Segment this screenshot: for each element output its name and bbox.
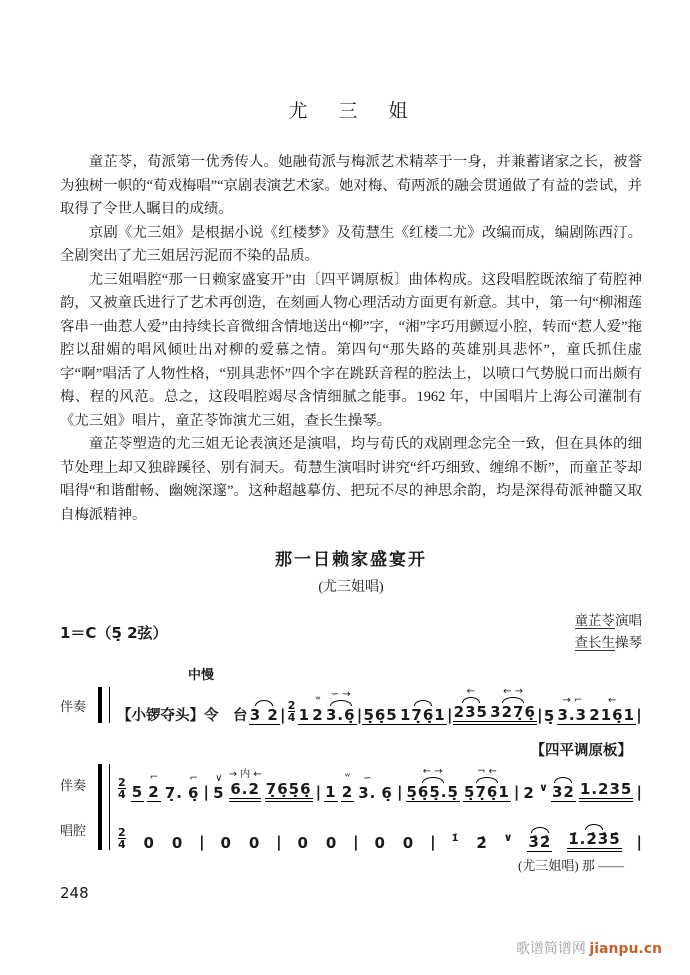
paragraph-1: 童芷苓，荀派第一优秀传人。她融荀派与梅派艺术精萃于一身，并兼蓄诸家之长，被誉为独树一帜的“荀戏梅唱”“京剧表演艺术家。她对梅、荀两派的融会贯通做了有益的尝试，并取得了令世人瞩目的成绩。 xyxy=(60,154,642,217)
page-title: 尤 三 姐 xyxy=(288,101,414,122)
lyric-line xyxy=(518,855,642,874)
music-note: ∨ 5 xyxy=(213,773,225,802)
part-label-vocal: 唱腔 xyxy=(60,823,87,838)
music-bar: | xyxy=(356,706,363,724)
music-note: 6̣ xyxy=(381,784,393,802)
music-note: → ⌐ 3.3 xyxy=(557,695,588,724)
music-bar: | xyxy=(315,783,322,801)
singer-role: 演唱 xyxy=(615,613,642,628)
music-note: ¬ ← 5̣7̣6̣1 xyxy=(464,766,510,801)
music-line-accompaniment-1 xyxy=(116,685,642,725)
music-note: 2̇ xyxy=(476,834,488,852)
music-bar: | xyxy=(276,833,282,851)
music-score xyxy=(60,664,642,874)
paragraph-4: 童芷苓塑造的尤三姐无论表演还是演唱，均与荀氏的戏剧理念完全一致，但在具体的细节处理上却又独辟蹊径、别有洞天。荀慧生演唱时讲究“纤巧细致、缠绵不断”，而童芷苓却唱得“和谐酣畅、幽婉深邃”。这种超越摹仿、把玩不尽的神思余韵，均是深得荀派神髓又取自梅派精神。 xyxy=(60,436,642,523)
player-name: 查长生 xyxy=(574,635,615,650)
music-bar: | xyxy=(636,783,642,801)
music-note: 0 xyxy=(171,834,184,852)
part-label-column xyxy=(60,762,96,852)
song-meta-row xyxy=(60,610,642,654)
system-barline xyxy=(98,764,110,850)
music-note: ∽ → 3.6̣ xyxy=(325,689,356,724)
music-breath: ∨ xyxy=(503,831,513,844)
music-note: ʷ 2 xyxy=(341,772,354,801)
music-note: 3 2 xyxy=(249,693,280,725)
music-bar: | xyxy=(537,706,543,724)
credits xyxy=(575,610,643,654)
music-bar: | xyxy=(636,706,642,724)
music-line-accompaniment-2 xyxy=(116,762,642,802)
music-time: $\frac{2}{4}$ xyxy=(287,699,296,724)
music-bar: | xyxy=(203,783,209,801)
credit-singer xyxy=(575,610,643,632)
music-grace: 1̇ xyxy=(451,833,460,844)
music-note: 5̣ xyxy=(543,707,556,725)
music-note: 17̣6̣1 xyxy=(399,693,447,725)
music-note: ← → 5̣6̣5̣.5̣ xyxy=(406,766,459,801)
tempo-marking: 中慢 xyxy=(188,667,215,682)
watermark xyxy=(516,938,662,958)
music-note: ⌐ 6̣ xyxy=(187,773,200,802)
music-note: 0 xyxy=(374,834,386,852)
music-text: 【小锣夺头】令 台 xyxy=(117,708,248,724)
song-title: 那一日赖家盛宴开 xyxy=(275,550,427,569)
music-bar: | xyxy=(280,706,286,724)
music-note: 1.235 xyxy=(579,767,633,802)
music-note: ∽ 3. xyxy=(358,773,377,802)
player-role: 操琴 xyxy=(615,635,642,650)
music-breath: ∨ xyxy=(538,781,548,794)
score-system-intro xyxy=(60,685,642,725)
music-note: 0 xyxy=(220,834,232,852)
banqiang-banner: 【四平调原板】 xyxy=(530,743,632,759)
music-note: → 内 ← 6.2 xyxy=(229,767,262,802)
credit-player xyxy=(575,632,643,654)
music-note: 7̣6̣5̣6̣ xyxy=(265,767,313,802)
key-signature: 1＝C（5̣ 2弦） xyxy=(60,623,168,642)
lyric-text: 那 —— xyxy=(581,858,625,873)
music-note: 5̣6̣5 xyxy=(363,706,398,724)
music-note: 1̇.2̇3̇5̇ xyxy=(567,817,621,852)
music-note: ← 216̣1 xyxy=(589,695,636,724)
music-note: 0 xyxy=(143,834,155,852)
song-subtitle: (尤三姐唱) xyxy=(318,580,384,595)
score-system-main xyxy=(60,762,642,852)
music-line-vocal xyxy=(116,812,642,852)
lyric-prefix: (尤三姐唱) xyxy=(518,858,579,873)
music-note: 1 xyxy=(298,706,311,724)
part-label-column xyxy=(60,685,96,725)
music-note: ← → 327̣6̣ xyxy=(489,687,537,725)
part-label-accompaniment: 伴奏 xyxy=(60,698,87,714)
music-note: 0 xyxy=(402,834,415,852)
music-note: ⌐ 2 xyxy=(148,772,160,801)
music-note: 0 xyxy=(248,834,261,852)
music-note: 1 xyxy=(325,783,337,801)
music-time: $\frac{2}{4}$ xyxy=(118,776,126,801)
singer-name: 童芷苓 xyxy=(574,613,615,628)
music-bar: | xyxy=(430,833,436,851)
watermark-domain: jianpu.cn xyxy=(589,941,662,957)
music-note: 5 xyxy=(131,783,144,801)
paragraph-3: 尤三姐唱腔“那一日赖家盛宴开”由〔四平调原板〕曲体构成。这段唱腔既浓缩了荀腔神韵，又被童氏进行了艺术再创造，在刻画人物心理活动方面更有新意。其中，第一句“柳湘莲客串一曲惹人爱”由持续长音微细含情地送出“柳”字，“湘”字巧用颤逗小腔，转而“惹人爱”拖腔以甜媚的唱风倾吐出对柳的爱慕之情。第四句“那失路的英雄别具悲怀”，童氏抓住虚字“啊”唱活了人物性格，“别具悲怀”四个字在跳跃音程的腔法上，以喷口气势脱口而出颇有梅、程的风范。总之，这段唱腔竭尽含情细腻之能事。1962 年，中国唱片上海公司灌制有《尤三姐》唱片，童芷苓饰演尤三姐，查长生操琴。 xyxy=(60,271,643,429)
music-time: $\frac{2}{4}$ xyxy=(118,826,126,851)
music-note: 2 xyxy=(523,784,535,802)
watermark-site-name: 歌谱简谱网 xyxy=(515,942,586,957)
system-barline xyxy=(98,687,110,723)
music-bar: | xyxy=(199,833,205,851)
music-note: 0 xyxy=(325,834,338,852)
music-note: 0 xyxy=(297,834,309,852)
music-bar: | xyxy=(513,783,520,801)
music-bar: | xyxy=(636,833,642,851)
music-note: ʷ 2 xyxy=(312,695,324,724)
page-number: 248 xyxy=(60,884,89,902)
music-bar: | xyxy=(396,783,403,801)
music-note: ← 235 xyxy=(453,687,489,725)
music-bar: | xyxy=(446,706,453,724)
paragraph-2: 京剧《尤三姐》是根据小说《红楼梦》及荀慧生《红楼二尤》改编而成，编剧陈西汀。全剧突出了尤三姐居污泥而不染的品质。 xyxy=(60,224,642,264)
part-label-accompaniment: 伴奏 xyxy=(60,778,87,793)
music-note: 3̇2̇ xyxy=(527,820,552,852)
music-note: 7̣. xyxy=(164,784,183,802)
music-bar: | xyxy=(353,833,359,851)
music-note: 32 xyxy=(551,770,576,802)
